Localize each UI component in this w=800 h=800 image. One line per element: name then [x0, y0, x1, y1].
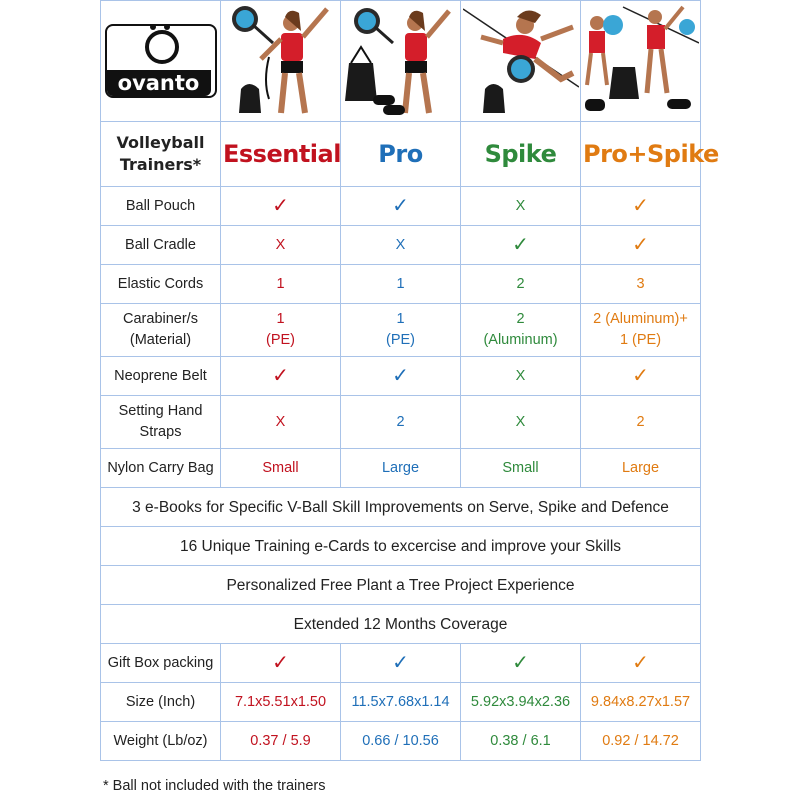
row-label: Size (Inch): [101, 683, 221, 722]
cell-value: Small: [461, 449, 581, 488]
table-row: [101, 683, 701, 722]
prospike-product-image: [581, 1, 701, 122]
cell-value: ✓: [581, 187, 701, 226]
cell-value: Small: [221, 449, 341, 488]
cell-value: [461, 304, 581, 357]
row-label: Neoprene Belt: [101, 357, 221, 396]
pro-product-image: [341, 1, 461, 122]
cell-value: [221, 304, 341, 357]
cell-value: 2: [581, 396, 701, 449]
table-row: [101, 226, 701, 265]
header-row: [101, 122, 701, 187]
cell-value: X: [461, 396, 581, 449]
comparison-table-wrapper: [100, 0, 719, 761]
full-width-row: [101, 488, 701, 527]
cell-value: 0.38 / 6.1: [461, 722, 581, 761]
product-image-row: [101, 1, 701, 122]
product-header-spike: Spike: [461, 122, 581, 187]
product-header-pro: Pro: [341, 122, 461, 187]
table-title-line1: Volleyball: [116, 133, 205, 152]
table-row: [101, 396, 701, 449]
full-row-text: 16 Unique Training e-Cards to excercise and improve your Skills: [101, 527, 701, 566]
cell-value: 0.66 / 10.56: [341, 722, 461, 761]
cell-value: ✓: [341, 357, 461, 396]
table-row: [101, 304, 701, 357]
cell-value: 0.92 / 14.72: [581, 722, 701, 761]
comparison-table: [100, 0, 719, 761]
table-row: [101, 722, 701, 761]
row-label: Weight (Lb/oz): [101, 722, 221, 761]
logo-cell: [101, 1, 221, 122]
product-header-essential: Essential: [221, 122, 341, 187]
full-row-text: Personalized Free Plant a Tree Project Experience: [101, 566, 701, 605]
cell-value: X: [341, 226, 461, 265]
cell-value: 1: [221, 265, 341, 304]
cell-value: [341, 304, 461, 357]
cell-value: X: [221, 226, 341, 265]
cell-line2: (Aluminum): [483, 332, 558, 348]
essential-product-image: [221, 1, 341, 122]
cell-value: ✓: [581, 357, 701, 396]
cell-value: X: [461, 357, 581, 396]
cell-line2: (PE): [386, 332, 415, 348]
cell-value: ✓: [221, 357, 341, 396]
cell-line1: 1: [396, 311, 405, 327]
table-row: [101, 187, 701, 226]
table-row: [101, 644, 701, 683]
row-label-line1: Carabiner/s: [123, 311, 198, 327]
table-row: [101, 265, 701, 304]
row-label: Nylon Carry Bag: [101, 449, 221, 488]
full-row-text: Extended 12 Months Coverage: [101, 605, 701, 644]
row-label: Gift Box packing: [101, 644, 221, 683]
cell-value: ✓: [341, 644, 461, 683]
row-label: Ball Cradle: [101, 226, 221, 265]
cell-value: [581, 304, 701, 357]
cell-value: ✓: [461, 226, 581, 265]
full-width-row: [101, 527, 701, 566]
cell-value: X: [221, 396, 341, 449]
cell-value: ✓: [221, 187, 341, 226]
row-label-line2: (Material): [129, 332, 192, 348]
cell-value: 7.1x5.51x1.50: [221, 683, 341, 722]
table-row: [101, 449, 701, 488]
logo-text: ovanto: [107, 70, 211, 96]
table-title-line2: Trainers*: [119, 155, 202, 174]
row-label-line1: Setting Hand: [118, 403, 203, 419]
row-label: [101, 396, 221, 449]
cell-line1: 1: [276, 311, 285, 327]
footnote: * Ball not included with the trainers: [103, 778, 326, 794]
cell-line2: (PE): [266, 332, 295, 348]
full-width-row: [101, 605, 701, 644]
cell-line1: 2: [516, 311, 525, 327]
table-row: [101, 357, 701, 396]
ovanto-logo: [105, 24, 217, 98]
cell-value: 1: [341, 265, 461, 304]
row-label: Ball Pouch: [101, 187, 221, 226]
spike-product-image: [461, 1, 581, 122]
cell-value: 2: [341, 396, 461, 449]
product-header-prospike: Pro+Spike: [581, 122, 701, 187]
full-width-row: [101, 566, 701, 605]
title-cell: [101, 122, 221, 187]
cell-value: 9.84x8.27x1.57: [581, 683, 701, 722]
cell-value: ✓: [341, 187, 461, 226]
cell-value: 11.5x7.68x1.14: [341, 683, 461, 722]
row-label: Elastic Cords: [101, 265, 221, 304]
cell-value: Large: [341, 449, 461, 488]
cell-value: ✓: [581, 226, 701, 265]
cell-value: ✓: [581, 644, 701, 683]
cell-value: 2: [461, 265, 581, 304]
cell-value: 0.37 / 5.9: [221, 722, 341, 761]
cell-value: ✓: [221, 644, 341, 683]
cell-value: 5.92x3.94x2.36: [461, 683, 581, 722]
cell-value: X: [461, 187, 581, 226]
cell-line1: 2 (Aluminum)+: [593, 311, 688, 327]
cell-value: Large: [581, 449, 701, 488]
cell-value: 3: [581, 265, 701, 304]
full-row-text: 3 e-Books for Specific V-Ball Skill Improvements on Serve, Spike and Defence: [101, 488, 701, 527]
row-label-line2: Straps: [139, 424, 182, 440]
cell-line2: 1 (PE): [619, 332, 662, 348]
row-label: [101, 304, 221, 357]
cell-value: ✓: [461, 644, 581, 683]
